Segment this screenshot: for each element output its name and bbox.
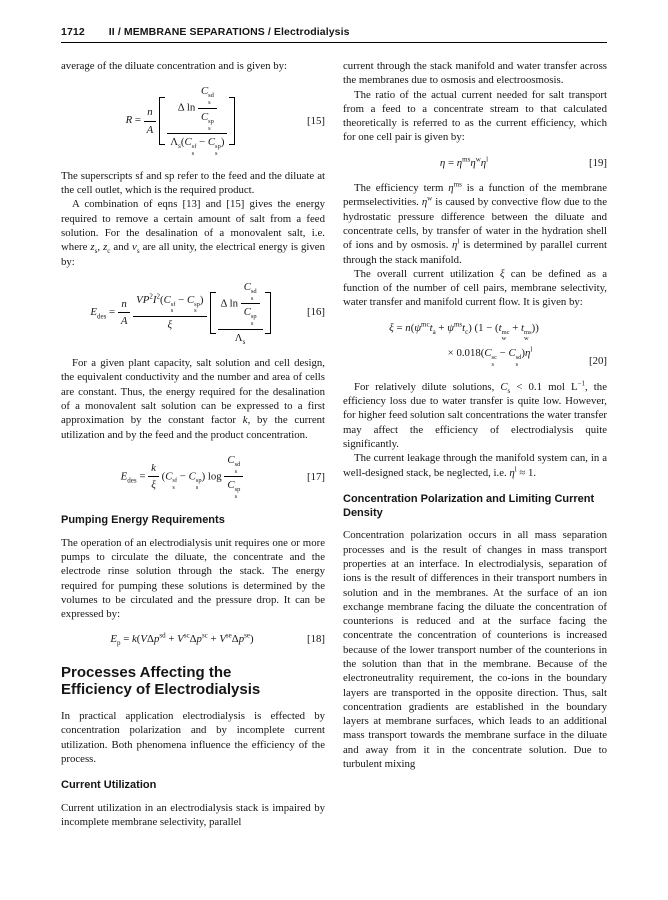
para-superscripts: The superscripts sf and sp refer to the feed and the diluate at the cell outlet, which is the required product. — [61, 169, 325, 197]
equation-17-body: $E_{des}$ = $\frac{k}{\xi}$ (C sf s − C sp s ) log C sd s C sp s — [61, 453, 303, 501]
para-plant-capacity: For a given plant capacity, salt solution and cell design, the equivalent conductivity and the number and area of cells are constant. Thus, the energy required for the desalination of a monovalent salt solution can be expressed to a first approximation by the constant factor k, by the current utilization and by the feed and the product concentration. — [61, 357, 326, 441]
para-concentration-polarization: Concentration polarization occurs in all mass separation processes and is the result of changes in mass transport properties at an interface. In electrodialysis, separation of ions is the result of differences in their transport numbers in solution and in the membranes. At the surface of an ion exchange membrane facing the diluate the concentration of counterions is reduced and at the surface facing the concentrate the concentration of counterions is increased because of the lower transport number of the counterions in the solution than that in the membrane. Because of the electroneutrality requirement, the co-ions in the boundary layers are transported in the opposite direction. Thus, salt concentration gradients are established in the boundary layers at membrane surfaces, which leads to an additional mass transport towards the membrane surface in the diluate and away from it in the concentrate solution. Due to turbulent mixing — [343, 529, 607, 771]
para-pumping-operation: The operation of an electrodialysis unit requires one or more pumps to circulate the diluate, the concentrate and the electrode rinse solution through the stack. The energy required for pumping these solutions is determined by the volumes to be circulated and the pressure drop. It can be expressed by: — [61, 536, 325, 621]
para-overall-utilization: The overall current utilization ξ can be defined as a function of the number of cell pairs, membrane selectivity, water transfer and manifold current flow. It is given by: — [343, 267, 607, 309]
page-number: 1712 — [61, 26, 85, 38]
para-manifold-water-transfer: current through the stack manifold and water transfer across the membranes due to osmosis and electroosmosis. — [343, 60, 607, 87]
para-current-leakage: The current leakage through the manifold system can, in a well-designed stack, be neglected, i.e. $\eta^l \approx 1$. — [343, 452, 607, 479]
equation-18 — [61, 632, 325, 646]
equation-18-label: [18] — [307, 633, 325, 646]
equation-17 — [61, 453, 325, 501]
para-current-ratio: The ratio of the actual current needed for salt transport from a feed to a concentrate stream to that calculated theoretically is referred to as the current efficiency, which for one cell pair is given by: — [343, 88, 607, 144]
equation-19-body: $\eta = \eta^{ms}\eta^w\eta^l$ — [439, 155, 489, 169]
running-title: II / MEMBRANE SEPARATIONS / Electrodialysis — [108, 26, 350, 38]
equation-16-body: $E_{des}$ = $\frac{n}{A}$ $VP^2I^2(C$ sf s − C sp s ) ξ Δ ln C sd s C sp s $\Lambda_s$ — [61, 280, 303, 345]
equation-15-label: [15] — [307, 114, 325, 127]
equation-18-body: $E_p = k(V\Delta p^{sd} + V^{sc}\Delta p^{sc} + V^{se}\Delta p^{se})$ — [110, 631, 254, 648]
two-column-layout — [61, 59, 607, 830]
heading-concentration-polarization: Concentration Polarization and Limiting Current Density — [343, 492, 595, 519]
right-column — [343, 59, 607, 771]
para-practical-application: In practical application electrodialysis is effected by concentration polarization and by incomplete current utilization. Both phenomena influence the efficiency of the process. — [61, 710, 325, 766]
equation-19-label: [19] — [589, 156, 607, 169]
heading-pumping-energy: Pumping Energy Requirements — [61, 513, 225, 526]
left-column — [61, 59, 325, 830]
equation-16-label: [16] — [307, 306, 325, 319]
equation-16 — [61, 280, 325, 345]
equation-20-label: [20] — [589, 355, 607, 368]
equation-19 — [343, 156, 607, 170]
heading-processes-efficiency: Processes Affecting the Efficiency of Electrodialysis — [61, 663, 261, 699]
equation-20 — [343, 321, 607, 369]
para-dilute-solutions: For relatively dilute solutions, $C_s < 0.1$ mol $L^{-1}$, the efficiency loss due to water transfer is quite low. However, for higher feed solution salt concentrations the water transfer may affect the efficiency of electrodialysis quite significantly. — [343, 379, 607, 450]
equation-20-body — [343, 321, 585, 369]
equation-20-line1: $\xi = n(\psi^{mc}t_a + \psi^{ms}t_c) (1 - (t$ mc w + t ms w )) — [389, 320, 539, 343]
para-current-utilization: Current utilization in an electrodialysis stack is impaired by incomplete membrane selectivity, parallel — [61, 802, 325, 829]
equation-17-label: [17] — [307, 470, 325, 483]
equation-15 — [61, 84, 325, 158]
heading-current-utilization: Current Utilization — [61, 779, 157, 792]
header-rule — [61, 42, 607, 43]
page-header — [61, 26, 607, 38]
equation-15-body: R = $\frac{n}{A}$ Δ ln C sd s C sp s $\Lambda_s(C$ sf s − C sp s ) — [61, 84, 303, 158]
equation-20-line2: × 0.018(C sc s − C sd s )$\eta^l$ — [447, 345, 533, 368]
para-efficiency-terms: The efficiency term $\eta^{ms}$ is a function of the membrane permselectivities. $\eta^w$ is caused by convective flow due to the hydrostatic pressure difference between the diluate and concentrate cells, by transfer of water in the hydration shell of ions and by osmosis. $\eta^l$ is determined by parallel current through the stack manifold. — [343, 180, 607, 266]
para-diluate-average: average of the diluate concentration and is given by: — [61, 60, 288, 72]
para-combination-eqns: A combination of eqns [13] and [15] gives the energy required to remove a certain amount of salt from a feed solution. For the desalination of a monovalent salt, i.e. where $z_s$, $z_c$ and $\nu_s$ are all unity, the electrical energy is given by: — [61, 198, 325, 268]
